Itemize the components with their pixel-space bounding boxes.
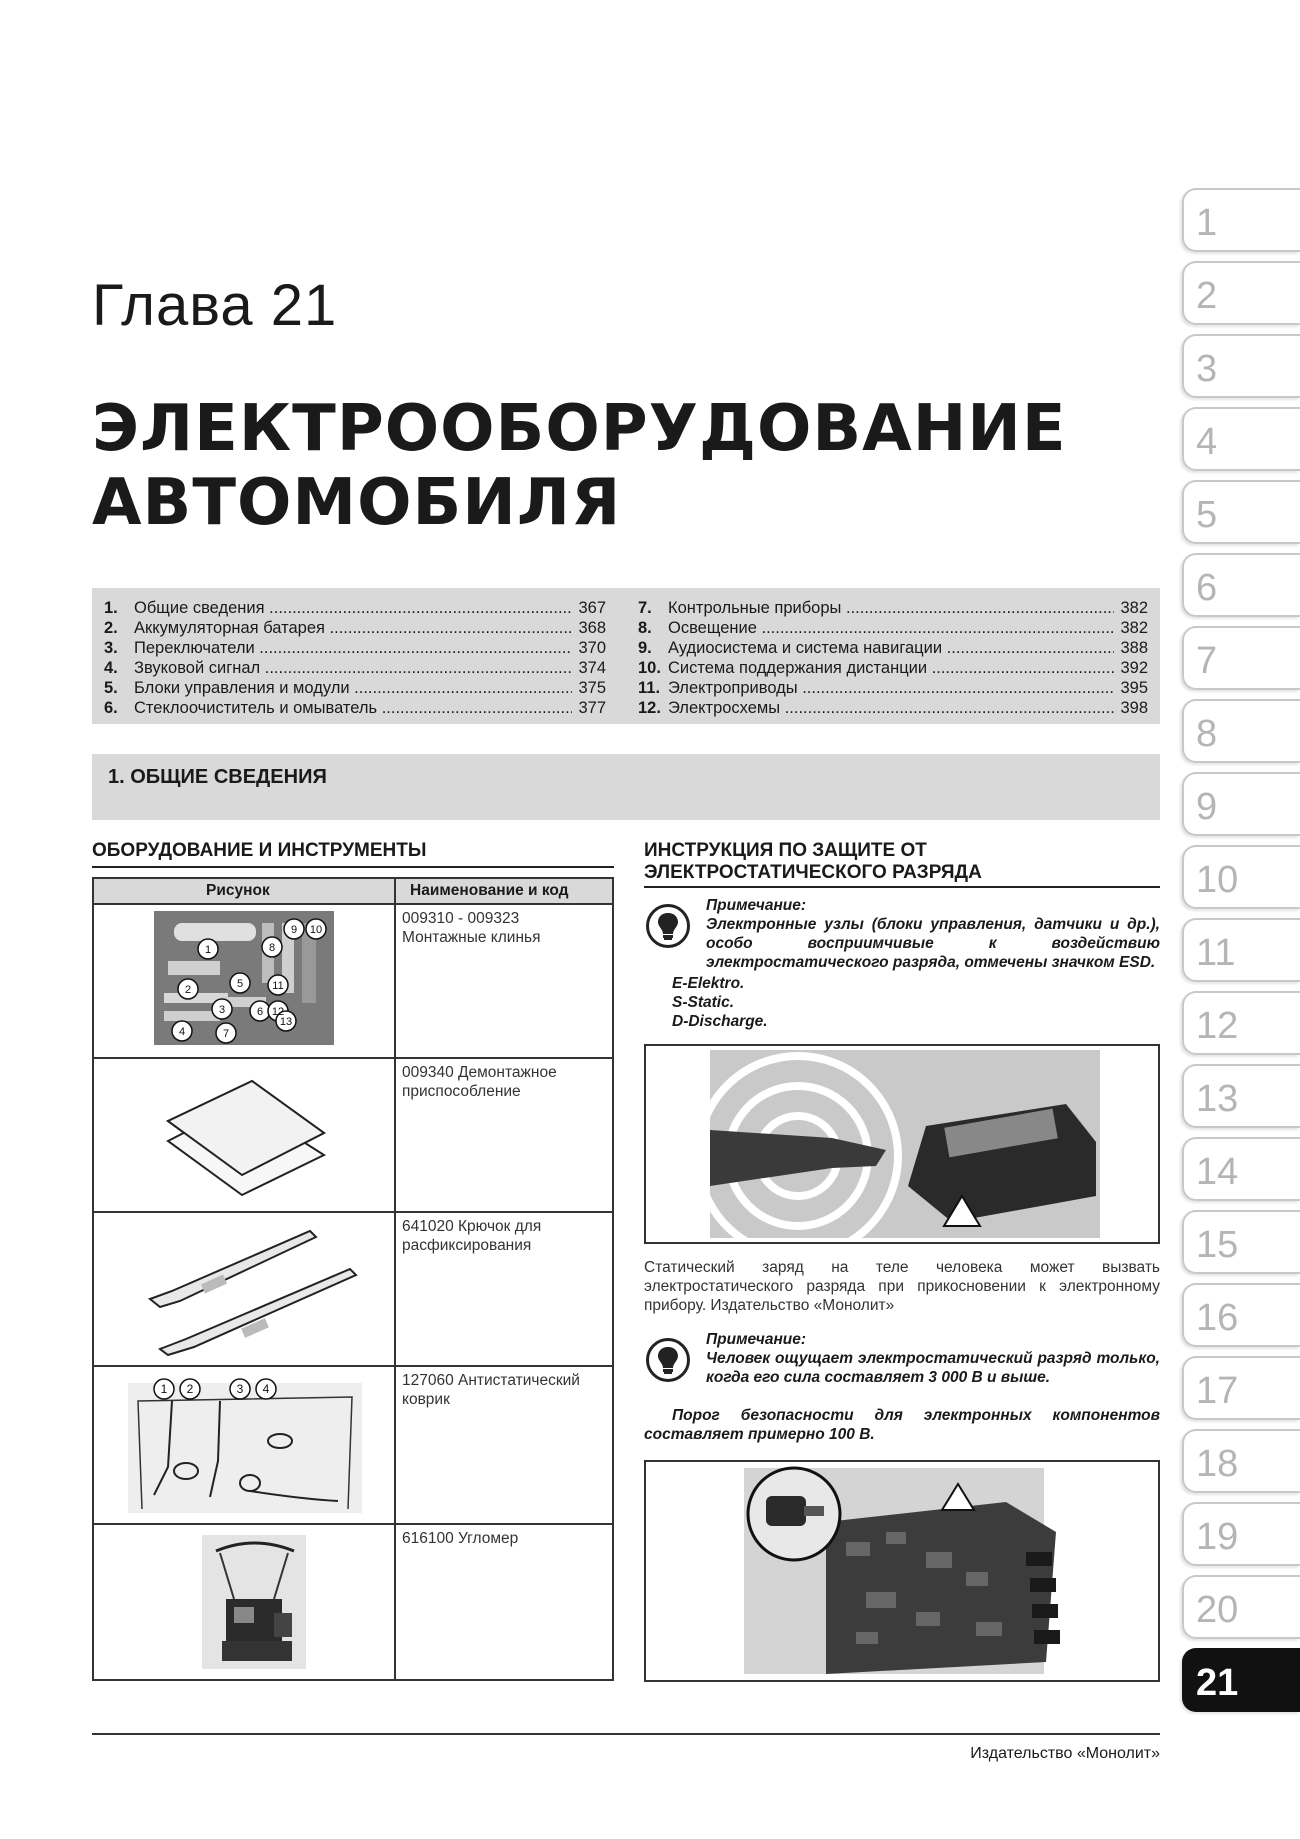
contents-page: 374 <box>578 659 606 677</box>
note-icon <box>646 1338 690 1382</box>
photo-caption: Статический заряд на теле человека может вызвать электростатического разряда при прикосновении к электронному прибору. Издательство «Монолит» <box>644 1259 1160 1314</box>
contents-item[interactable] <box>638 698 1148 718</box>
contents-num: 11. <box>638 679 661 697</box>
chapter-tab-4[interactable] <box>1182 407 1300 471</box>
equipment-table <box>92 877 614 1681</box>
equipment-name: 009340 Демонтажное приспособление <box>402 1064 557 1100</box>
contents-num: 1. <box>104 599 118 617</box>
contents-title: Переключатели ..... <box>134 638 572 658</box>
contents-item[interactable] <box>104 658 606 678</box>
chapter-tab-18[interactable] <box>1182 1429 1300 1493</box>
section-heading-bar <box>92 754 1160 820</box>
contents-title: Аудиосистема и система навигации ..... <box>668 638 1114 658</box>
callout-label: 12 <box>271 1006 285 1018</box>
contents-page: 367 <box>578 599 606 617</box>
removal-tool-image <box>102 1063 386 1203</box>
table-row <box>94 1523 612 1679</box>
chapter-tab-label: 10 <box>1196 859 1239 901</box>
callout-label: 3 <box>236 1382 244 1396</box>
section-title: 1. ОБЩИЕ СВЕДЕНИЯ <box>108 766 327 788</box>
contents-item[interactable] <box>638 658 1148 678</box>
chapter-title-line1: ЭЛЕКТРООБОРУДОВАНИЕ <box>92 392 1067 466</box>
chapter-tab-14[interactable] <box>1182 1137 1300 1201</box>
contents-title: Электросхемы ..... <box>668 698 1114 718</box>
heading-rule <box>644 886 1160 888</box>
contents-item[interactable] <box>638 678 1148 698</box>
note-body: Порог безопасности для электронных компонентов составляет примерно 100 В. <box>644 1407 1160 1443</box>
contents-page: 392 <box>1120 659 1148 677</box>
publisher-footer: Издательство «Монолит» <box>970 1745 1160 1762</box>
contents-page: 368 <box>578 619 606 637</box>
contents-page: 370 <box>578 639 606 657</box>
contents-item[interactable] <box>638 618 1148 638</box>
chapter-tab-13[interactable] <box>1182 1064 1300 1128</box>
callout-label: 6 <box>256 1006 264 1018</box>
chapter-tab-label: 7 <box>1196 640 1218 682</box>
contents-column-right <box>638 598 1148 718</box>
contents-column-left <box>104 598 606 718</box>
chapter-tab-label: 4 <box>1196 421 1218 463</box>
equipment-name: 641020 Крючок для расфиксирования <box>402 1218 542 1254</box>
contents-num: 6. <box>104 699 118 717</box>
table-row <box>94 1057 612 1213</box>
contents-page: 375 <box>578 679 606 697</box>
contents-item[interactable] <box>104 678 606 698</box>
chapter-tab-label: 13 <box>1196 1078 1239 1120</box>
chapter-tab-7[interactable] <box>1182 626 1300 690</box>
contents-item[interactable] <box>638 598 1148 618</box>
esd-letter-d: D-Discharge. <box>672 1013 768 1030</box>
chapter-tab-6[interactable] <box>1182 553 1300 617</box>
chapter-tab-label: 3 <box>1196 348 1218 390</box>
callout-label: 7 <box>222 1028 230 1040</box>
callout-label: 9 <box>290 924 298 936</box>
column-header-name: Наименование и код <box>410 882 569 899</box>
chapter-tab-label: 1 <box>1196 202 1218 244</box>
mounting-wedges-image <box>102 909 386 1049</box>
esd-letter-e: E-Elektro. <box>672 975 745 992</box>
contents-page: 398 <box>1120 699 1148 717</box>
chapter-label: Глава 21 <box>92 273 338 338</box>
chapter-tab-label: 11 <box>1196 932 1236 974</box>
contents-num: 5. <box>104 679 118 697</box>
contents-title: Система поддержания дистанции ..... <box>668 658 1114 678</box>
contents-num: 7. <box>638 599 652 617</box>
esd-touch-photo <box>644 1044 1160 1244</box>
chapter-tab-label: 17 <box>1196 1370 1239 1412</box>
chapter-tab-17[interactable] <box>1182 1356 1300 1420</box>
chapter-tab-16[interactable] <box>1182 1283 1300 1347</box>
contents-num: 9. <box>638 639 652 657</box>
contents-page: 382 <box>1120 599 1148 617</box>
note-icon <box>646 904 690 948</box>
footer-rule <box>92 1733 1160 1735</box>
contents-page: 382 <box>1120 619 1148 637</box>
contents-item[interactable] <box>104 638 606 658</box>
antistatic-mat-image <box>102 1371 386 1517</box>
callout-label: 1 <box>160 1382 168 1396</box>
chapter-tab-19[interactable] <box>1182 1502 1300 1566</box>
contents-title: Освещение ..... <box>668 618 1114 638</box>
chapter-tab-10[interactable] <box>1182 845 1300 909</box>
contents-num: 4. <box>104 659 118 677</box>
contents-num: 2. <box>104 619 118 637</box>
chapter-tab-label: 21 <box>1196 1662 1239 1704</box>
contents-item[interactable] <box>104 618 606 638</box>
chapter-contents <box>92 588 1160 724</box>
chapter-tab-21[interactable] <box>1182 1648 1300 1712</box>
contents-page: 395 <box>1120 679 1148 697</box>
chapter-tab-9[interactable] <box>1182 772 1300 836</box>
chapter-tab-15[interactable] <box>1182 1210 1300 1274</box>
contents-title: Стеклоочиститель и омыватель ..... <box>134 698 572 718</box>
chapter-tab-label: 19 <box>1196 1516 1239 1558</box>
chapter-tab-label: 6 <box>1196 567 1218 609</box>
contents-title: Звуковой сигнал ..... <box>134 658 572 678</box>
esd-component-photo <box>644 1460 1160 1682</box>
column-header-picture: Рисунок <box>206 882 270 899</box>
chapter-tab-11[interactable] <box>1182 918 1300 982</box>
chapter-tab-label: 5 <box>1196 494 1218 536</box>
callout-label: 3 <box>218 1004 226 1016</box>
chapter-tab-5[interactable] <box>1182 480 1300 544</box>
note-label: Примечание: <box>706 1331 807 1348</box>
equipment-name: 127060 Антистатический коврик <box>402 1372 580 1408</box>
chapter-tab-8[interactable] <box>1182 699 1300 763</box>
callout-label: 10 <box>309 924 323 936</box>
chapter-title <box>92 392 1067 540</box>
table-header <box>94 879 612 905</box>
contents-num: 10. <box>638 659 661 677</box>
note-label: Примечание: <box>706 897 807 914</box>
note-body: Электронные узлы (блоки управления, датчики и др.), особо восприимчивые к воздействию электростатического разряда, отмечены значком ESD. <box>706 916 1160 971</box>
release-hook-image <box>102 1217 386 1357</box>
contents-page: 377 <box>578 699 606 717</box>
contents-num: 8. <box>638 619 652 637</box>
callout-label: 2 <box>186 1382 194 1396</box>
esd-heading <box>644 840 1160 884</box>
table-row <box>94 1365 612 1525</box>
chapter-tab-label: 14 <box>1196 1151 1239 1193</box>
chapter-tab-20[interactable] <box>1182 1575 1300 1639</box>
chapter-tab-label: 18 <box>1196 1443 1239 1485</box>
chapter-tab-label: 9 <box>1196 786 1218 828</box>
callout-label: 4 <box>262 1382 270 1396</box>
chapter-tab-label: 15 <box>1196 1224 1239 1266</box>
chapter-tab-12[interactable] <box>1182 991 1300 1055</box>
callout-label: 8 <box>268 942 276 954</box>
contents-page: 388 <box>1120 639 1148 657</box>
equipment-name: 616100 Угломер <box>402 1530 519 1547</box>
contents-item[interactable] <box>104 598 606 618</box>
contents-title: Блоки управления и модули ..... <box>134 678 572 698</box>
callout-label: 4 <box>178 1026 186 1038</box>
callout-label: 11 <box>272 980 284 992</box>
protractor-image <box>102 1529 386 1673</box>
contents-title: Общие сведения ..... <box>134 598 572 618</box>
chapter-tab-label: 2 <box>1196 275 1218 317</box>
callout-label: 2 <box>184 984 192 996</box>
callout-label: 1 <box>204 944 212 956</box>
contents-title: Аккумуляторная батарея ..... <box>134 618 572 638</box>
chapter-tab-label: 12 <box>1196 1005 1239 1047</box>
equipment-heading: ОБОРУДОВАНИЕ И ИНСТРУМЕНТЫ <box>92 840 427 861</box>
chapter-tab-label: 20 <box>1196 1589 1239 1631</box>
esd-heading-line1: ИНСТРУКЦИЯ ПО ЗАЩИТЕ ОТ <box>644 840 927 861</box>
contents-num: 12. <box>638 699 661 717</box>
esd-heading-line2: ЭЛЕКТРОСТАТИЧЕСКОГО РАЗРЯДА <box>644 862 982 883</box>
contents-title: Контрольные приборы ..... <box>668 598 1114 618</box>
chapter-title-line2: АВТОМОБИЛЯ <box>92 466 622 540</box>
table-row <box>94 903 612 1059</box>
contents-item[interactable] <box>638 638 1148 658</box>
chapter-tab-label: 8 <box>1196 713 1218 755</box>
callout-label: 5 <box>236 978 244 990</box>
callout-label: 13 <box>279 1016 293 1028</box>
contents-num: 3. <box>104 639 118 657</box>
contents-title: Электроприводы ..... <box>668 678 1114 698</box>
chapter-tab-3[interactable] <box>1182 334 1300 398</box>
contents-item[interactable] <box>104 698 606 718</box>
chapter-tab-1[interactable] <box>1182 188 1300 252</box>
equipment-name: 009310 - 009323 Монтажные клинья <box>402 910 541 946</box>
table-row <box>94 1211 612 1367</box>
note-text <box>706 915 1160 972</box>
heading-rule <box>92 866 614 868</box>
esd-letter-s: S-Static. <box>672 994 735 1011</box>
note-body: Человек ощущает электростатический разряд только, когда его сила составляет 3 000 В и выше. <box>706 1350 1160 1386</box>
chapter-tab-2[interactable] <box>1182 261 1300 325</box>
chapter-tab-label: 16 <box>1196 1297 1239 1339</box>
